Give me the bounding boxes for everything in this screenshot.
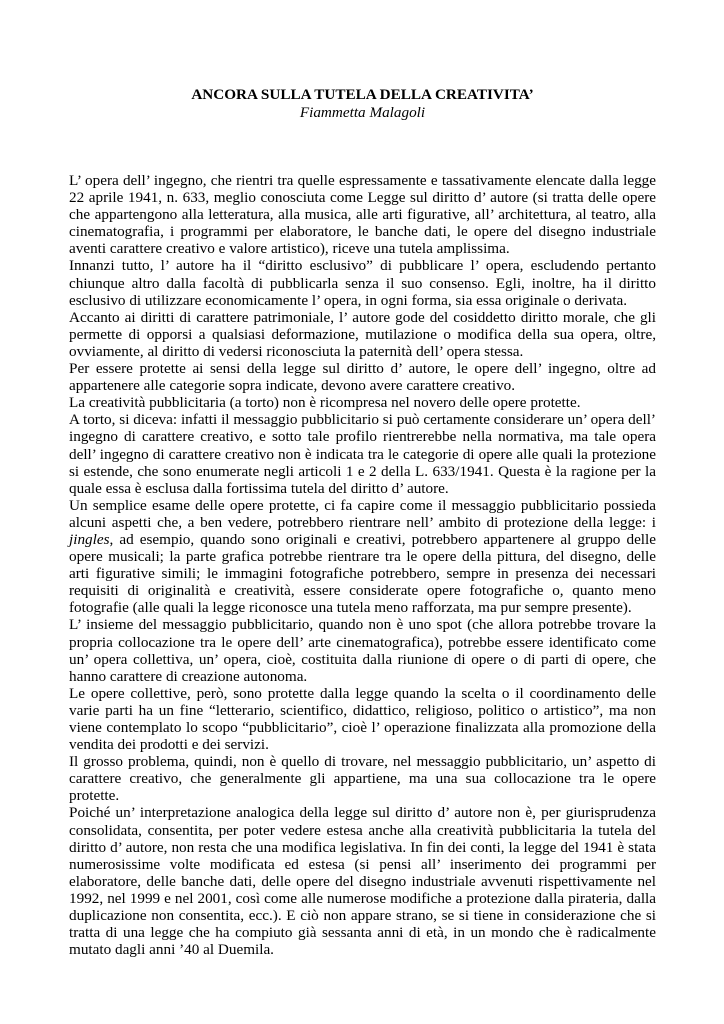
paragraph-7-before: Un semplice esame delle opere protette, ci fa capire come il messaggio pubblicitario possieda alcuni aspetti che, a ben vedere, potrebbero rientrare nell’ ambito di protezione della legge: i [69,496,656,531]
paragraph-8: L’ insieme del messaggio pubblicitario, quando non è uno spot (che allora potrebbe trovare la propria collocazione tra le opere dell’ arte cinematografica), potrebbe essere identificato come un’ opera collettiva, un’ opera, cioè, costituita dalla riunione di opere o di parti di opere, che hanno carattere di creazione autonoma. [69,616,656,685]
paragraph-4: Per essere protette ai sensi della legge sul diritto d’ autore, le opere dell’ ingegno, oltre ad appartenere alle categorie sopra indicate, devono avere carattere creativo. [69,360,656,395]
paragraph-1: L’ opera dell’ ingegno, che rientri tra quelle espressamente e tassativamente elencate dalla legge 22 aprile 1941, n. 633, meglio conosciuta come Legge sul diritto d’ autore (si tratta delle opere che appartengono alla letteratura, alla musica, alle arti figurative, all’ architettura, al teatro, alla cinematografia, i programmi per elaboratore, le banche dati, le opere del disegno industriale aventi carattere creativo e valore artistico), riceve una tutela amplissima. [69,172,656,258]
paragraph-7 [69,497,656,617]
paragraph-6: A torto, si diceva: infatti il messaggio pubblicitario si può certamente considerare un’ opera dell’ ingegno di carattere creativo, e sotto tale profilo rientrerebbe nella normativa, ma tale opera dell’ ingegno di carattere creativo non è indicata tra le categorie di opere alle quali la protezione si estende, che sono enumerate negli articoli 1 e 2 della L. 633/1941. Questa è la ragione per la quale essa è esclusa dalla fortissima tutela del diritto d’ autore. [69,411,656,497]
paragraph-9: Le opere collettive, però, sono protette dalla legge quando la scelta o il coordinamento delle varie parti ha un fine “letterario, scientifico, didattico, religioso, politico o artistico”, ma non viene contemplato lo scopo “pubblicitario”, cioè l’ operazione finalizzata alla promozione della vendita dei prodotti e dei servizi. [69,684,656,754]
paragraph-3: Accanto ai diritti di carattere patrimoniale, l’ autore gode del cosiddetto diritto morale, che gli permette di opporsi a qualsiasi deformazione, mutilazione o modifica della sua opera, oltre, ovviamente, al diritto di vedersi riconosciuta la paternità dell’ opera stessa. [69,308,656,360]
document-page [69,86,656,958]
paragraph-10: Il grosso problema, quindi, non è quello di trovare, nel messaggio pubblicitario, un’ aspetto di carattere creativo, che generalmente gli appartiene, ma una sua collocazione tra le opere protette. [69,753,656,805]
paragraph-7-after: , ad esempio, quando sono originali e creativi, potrebbero appartenere al gruppo delle opere musicali; la parte grafica potrebbe rientrare tra le opere della pittura, del disegno, delle arti figurative simili; le immagini fotografiche potrebbero, sempre in presenza dei necessari requisiti di originalità e creatività, essere considerate opere fotografiche o, quanto meno fotografie (alle quali la legge riconosce una tutela meno rafforzata, ma pur sempre presente). [69,530,656,617]
paragraph-11: Poiché un’ interpretazione analogica della legge sul diritto d’ autore non è, per giurisprudenza consolidata, consentita, per poter vedere estesa anche alla creatività pubblicitaria la tutela del diritto d’ autore, non resta che una modifica legislativa. In fin dei conti, la legge del 1941 è stata numerosissime volte modificata ed estesa (si pensi all’ inserimento dei programmi per elaboratore, delle banche dati, delle opere del disegno industriale avvenuti rispettivamente nel 1992, nel 1999 e nel 2001, così come alle numerose modifiche a protezione dalla pirateria, dalla duplicazione non consentita, ecc.). E ciò non appare strano, se si tiene in considerazione che si tratta di una legge che ha compiuto già sessanta anni di età, in un mondo che è radicalmente mutato dagli anni ’40 al Duemila. [69,804,656,959]
paragraph-7-italic-term: jingles [69,530,110,548]
document-author: Fiammetta Malagoli [299,103,426,121]
paragraph-2: Innanzi tutto, l’ autore ha il “diritto esclusivo” di pubblicare l’ opera, escludendo pertanto chiunque altro dalla facoltà di pubblicarla senza il suo consenso. Egli, inoltre, ha il diritto esclusivo di utilizzare economicamente l’ opera, in ogni forma, sia essa originale o derivata. [69,257,656,309]
paragraph-5: La creatività pubblicitaria (a torto) non è ricompresa nel novero delle opere protette. [69,394,581,412]
document-title: ANCORA SULLA TUTELA DELLA CREATIVITA’ [191,86,534,103]
document-body [69,172,656,958]
